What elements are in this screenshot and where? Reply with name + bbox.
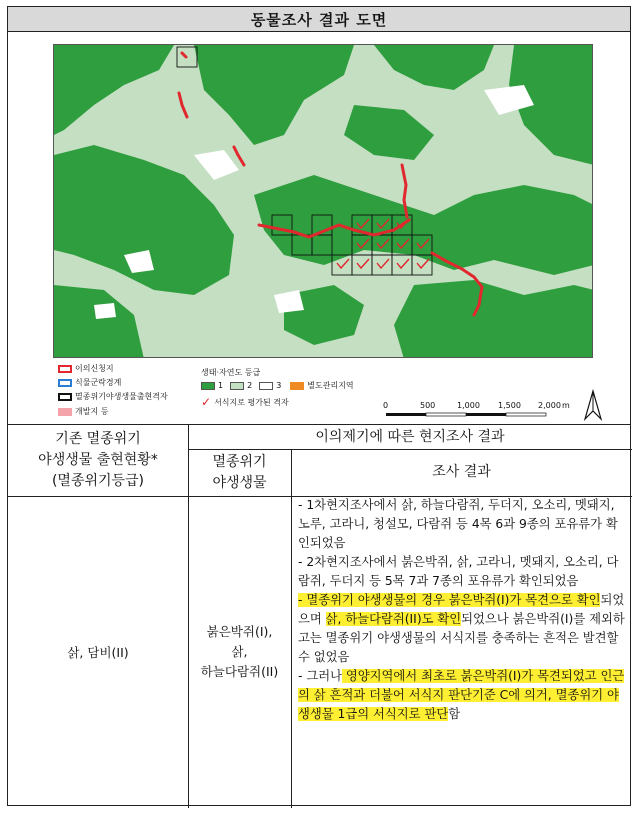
map-legend — [8, 363, 630, 425]
north-arrow — [581, 389, 605, 423]
developed-swatch — [58, 408, 72, 416]
legend-grade-title — [201, 367, 260, 378]
scale-tick-1000: 1,000 — [457, 401, 480, 410]
col-divider-2 — [291, 449, 292, 808]
legend-boundary — [58, 377, 121, 388]
survey-findings — [298, 496, 626, 724]
grade3-label: 3 — [276, 381, 282, 390]
results-table — [8, 424, 630, 808]
legend-boundary-label: 식물군락경계 — [75, 378, 122, 387]
grid-swatch — [58, 393, 72, 401]
existing-species-header — [8, 425, 188, 496]
document-frame — [7, 6, 631, 806]
grade3-swatch — [259, 382, 273, 390]
north-arrow-icon — [581, 389, 605, 421]
finding-2: - 2차현지조사에서 붉은박쥐, 삵, 고라니, 멧돼지, 오소리, 다람쥐, 두더지 등 5목 7과 7종의 포유류가 확인되었음 — [298, 555, 619, 588]
finding-3 — [298, 591, 626, 667]
col2a-header-line1: 멸종위기 — [212, 453, 267, 470]
existing-species-cell: 삵, 담비(II) — [67, 644, 129, 660]
scale-tick-500: 500 — [420, 401, 436, 410]
endangered-species-header — [188, 449, 291, 496]
finding-3-rest: 되었으나 붉은박쥐(Ⅰ)를 제외하고는 멸종위기 야생생물의 서식지를 충족하는 흔적은 발견할 수 없었음 — [298, 612, 625, 664]
scale-tick-1500: 1,500 — [498, 401, 521, 410]
survey-map — [53, 44, 593, 358]
legend-developed-label: 개발지 등 — [75, 407, 109, 416]
species-1: 붉은박쥐(Ⅰ), — [206, 624, 273, 639]
scale-bar — [383, 399, 576, 423]
col1-header-line3: (멸종위기등급) — [51, 473, 145, 489]
scale-tick-2000: 2,000 — [538, 401, 561, 410]
scale-tick-0: 0 — [383, 401, 389, 410]
finding-4-start: - 그러나 — [298, 669, 342, 683]
legend-grade-label: 생태·자연도 등급 — [201, 368, 261, 377]
legend-grid — [58, 391, 168, 402]
grade2-label: 2 — [247, 381, 253, 390]
legend-habitat — [201, 395, 289, 409]
finding-3-mid: 되었으며 — [298, 593, 625, 626]
separate-swatch — [290, 382, 304, 390]
grade2-swatch — [230, 382, 244, 390]
legend-objection-label: 이의신청지 — [75, 364, 114, 373]
finding-4 — [298, 667, 626, 724]
col2a-header-line2: 야생생물 — [212, 474, 267, 491]
map-graphic — [54, 45, 593, 358]
boundary-swatch — [58, 379, 72, 387]
finding-4-end: 함 — [448, 707, 461, 721]
scale-unit: m — [562, 401, 570, 410]
col1-header-line2: 야생생물 출현현황* — [38, 452, 158, 468]
legend-objection — [58, 363, 114, 374]
objection-swatch — [58, 365, 72, 373]
survey-result-header: 조사 결과 — [432, 464, 491, 480]
separate-label: 별도관리지역 — [307, 381, 354, 390]
field-survey-header: 이의제기에 따른 현지조사 결과 — [315, 428, 505, 445]
found-species-cell — [188, 496, 291, 808]
species-3: 하늘다람쥐(II) — [200, 664, 279, 679]
legend-developed — [58, 406, 108, 417]
species-2: 삵, — [231, 644, 248, 659]
grade1-swatch — [201, 382, 215, 390]
finding-4-highlight: 영양지역에서 최초로 붉은박쥐(Ⅰ)가 목견되었고 인근의 삵 흔적과 더불어 서식지 판단기준 C에 의거, 멸종위기 야생생물 1급의 서식지로 판단 — [298, 669, 625, 721]
finding-3-highlight-2: 삵, 하늘다람쥐(II)도 확인 — [325, 612, 462, 626]
finding-1: - 1차현지조사에서 삵, 하늘다람쥐, 두더지, 오소리, 멧돼지, 노루, 고라니, 청설모, 다람쥐 등 4목 6과 9종의 포유류가 확인되었음 — [298, 498, 618, 550]
grade1-label: 1 — [218, 381, 224, 390]
col1-header-line1: 기존 멸종위기 — [55, 431, 141, 447]
check-icon: ✓ — [201, 395, 212, 409]
legend-grid-label: 멸종위기야생생물출현격자 — [75, 392, 168, 401]
legend-habitat-label: 서식지로 평가된 격자 — [214, 397, 289, 407]
legend-grades — [201, 380, 354, 391]
document-title: 동물조사 결과 도면 — [8, 7, 630, 32]
finding-3-highlight-1: - 멸종위기 야생생물의 경우 붉은박쥐(Ⅰ)가 목견으로 확인 — [298, 593, 601, 607]
